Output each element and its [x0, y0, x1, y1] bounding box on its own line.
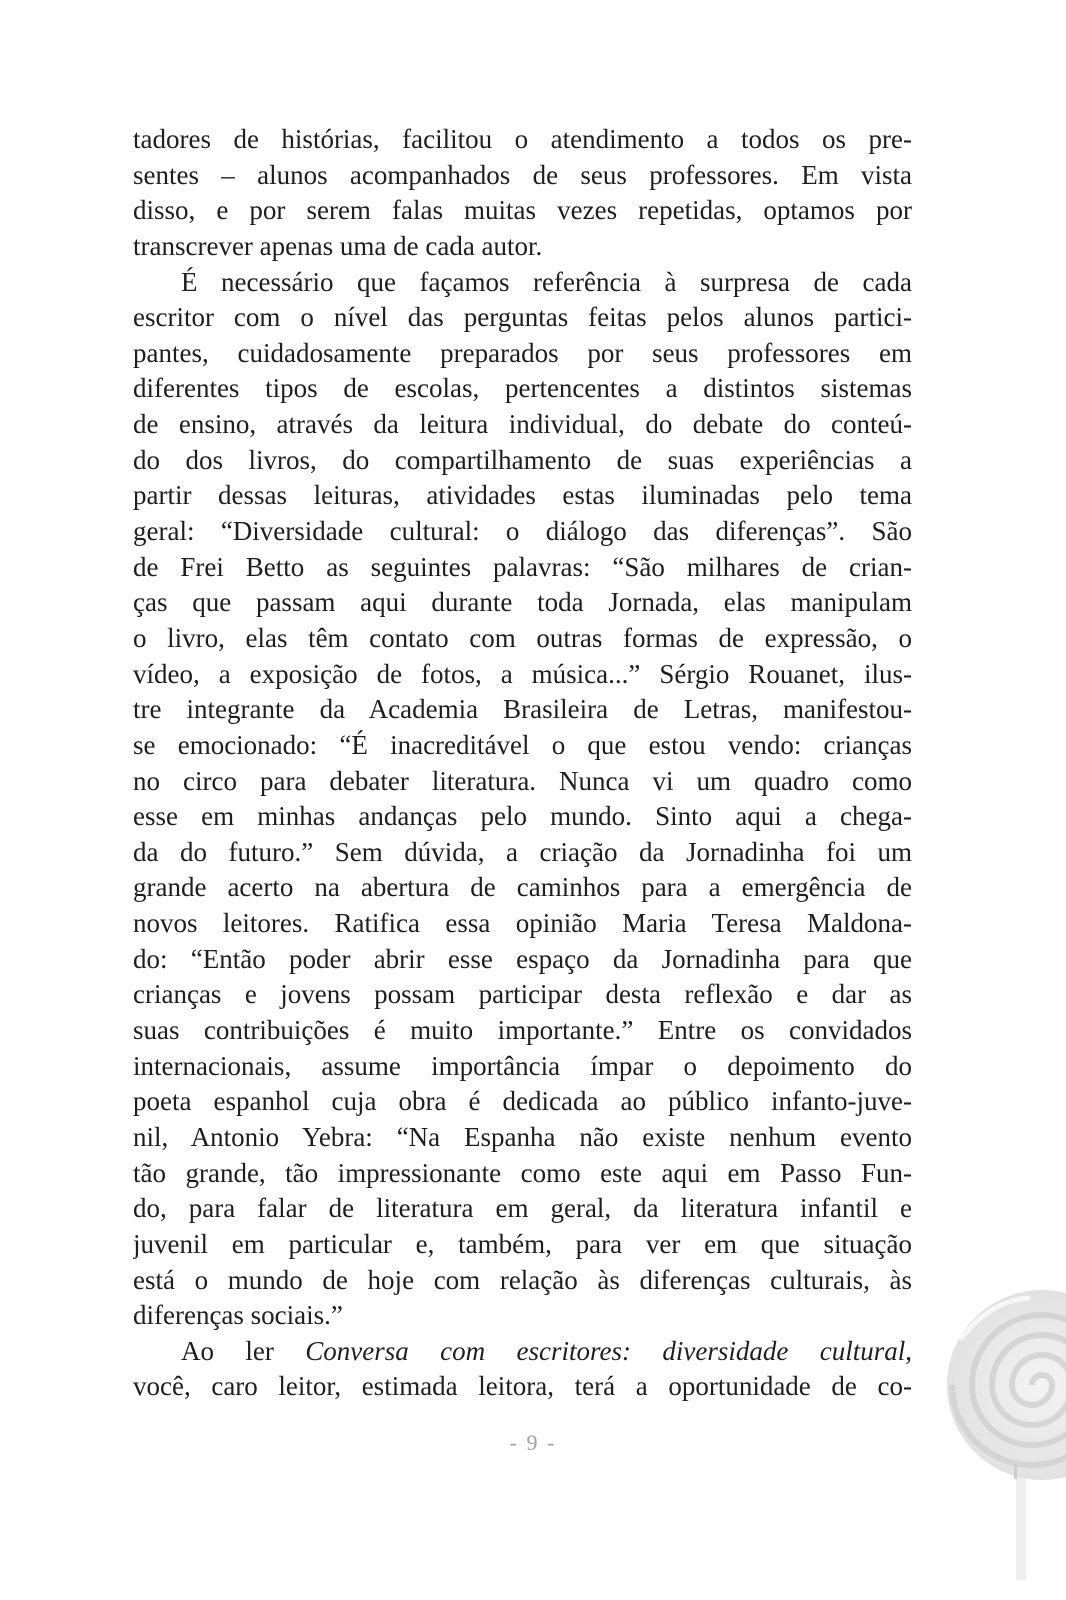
text-line: no circo para debater literatura. Nunca vi um quadro como [133, 765, 912, 796]
text-line: crianças e jovens possam participar desta reflexão e dar as [133, 979, 912, 1010]
page-body-text [133, 122, 912, 1405]
text-line: partir dessas leituras, atividades estas iluminadas pelo tema [133, 480, 912, 511]
text-line: o livro, elas têm contato com outras formas de expressão, o [133, 622, 912, 653]
text-line [133, 1334, 912, 1370]
text-line: juvenil em particular e, também, para ver em que situação [133, 1228, 912, 1259]
text-line: esse em minhas andanças pelo mundo. Sinto aqui a chega- [133, 801, 912, 832]
text-line: disso, e por serem falas muitas vezes repetidas, optamos por [133, 195, 912, 226]
text-line: diferentes tipos de escolas, pertencentes a distintos sistemas [133, 373, 912, 404]
text-line: nil, Antonio Yebra: “Na Espanha não existe nenhum evento [133, 1121, 912, 1152]
text-line: ças que passam aqui durante toda Jornada, elas manipulam [133, 587, 912, 618]
text-line: É necessário que façamos referência à surpresa de cada [181, 266, 912, 297]
text-line: tão grande, tão impressionante como este aqui em Passo Fun- [133, 1157, 912, 1188]
text-line: geral: “Diversidade cultural: o diálogo das diferenças”. São [133, 516, 912, 547]
text-line: do dos livros, do compartilhamento de suas experiências a [133, 444, 912, 475]
paragraph [133, 265, 912, 1334]
text-line: escritor com o nível das perguntas feitas pelos alunos partici- [133, 302, 912, 333]
text-line: sentes – alunos acompanhados de seus professores. Em vista [133, 159, 912, 190]
text-line: internacionais, assume importância ímpar o depoimento do [133, 1050, 912, 1081]
text-line: de ensino, através da leitura individual, do debate do conteú- [133, 409, 912, 440]
text-line: vídeo, a exposição de fotos, a música...” Sérgio Rouanet, ilus- [133, 658, 912, 689]
paragraph [133, 1334, 912, 1405]
text-line: está o mundo de hoje com relação às diferenças culturais, às [133, 1264, 912, 1295]
text-line: você, caro leitor, estimada leitora, terá a oportunidade de co- [133, 1371, 912, 1402]
text-line: se emocionado: “É inacreditável o que estou vendo: crianças [133, 729, 912, 760]
text-line: de Frei Betto as seguintes palavras: “São milhares de crian- [133, 551, 912, 582]
text-line: poeta espanhol cuja obra é dedicada ao público infanto-juve- [133, 1086, 912, 1117]
text-line: grande acerto na abertura de caminhos para a emergência de [133, 872, 912, 903]
text-line: da do futuro.” Sem dúvida, a criação da Jornadinha foi um [133, 836, 912, 867]
paragraph [133, 122, 912, 265]
text-line: do, para falar de literatura em geral, da literatura infantil e [133, 1193, 912, 1224]
text-line: transcrever apenas uma de cada autor. [133, 230, 543, 261]
text-line: suas contribuições é muito importante.” Entre os convidados [133, 1015, 912, 1046]
text-line: tadores de histórias, facilitou o atendimento a todos os pre- [133, 124, 912, 154]
text-line: novos leitores. Ratifica essa opinião Maria Teresa Maldona- [133, 908, 912, 939]
text-line: pantes, cuidadosamente preparados por seus professores em [133, 337, 912, 368]
book-title: Conversa com escritores: diversidade cultural [305, 1335, 906, 1366]
text-line: do: “Então poder abrir esse espaço da Jornadinha para que [133, 943, 912, 974]
text-segment: Ao ler [181, 1335, 274, 1366]
text-line: tre integrante da Academia Brasileira de Letras, manifestou- [133, 694, 912, 725]
text-segment: , [905, 1335, 912, 1366]
page-number: - 9 - [509, 1430, 557, 1455]
text-line: diferenças sociais.” [133, 1300, 343, 1331]
